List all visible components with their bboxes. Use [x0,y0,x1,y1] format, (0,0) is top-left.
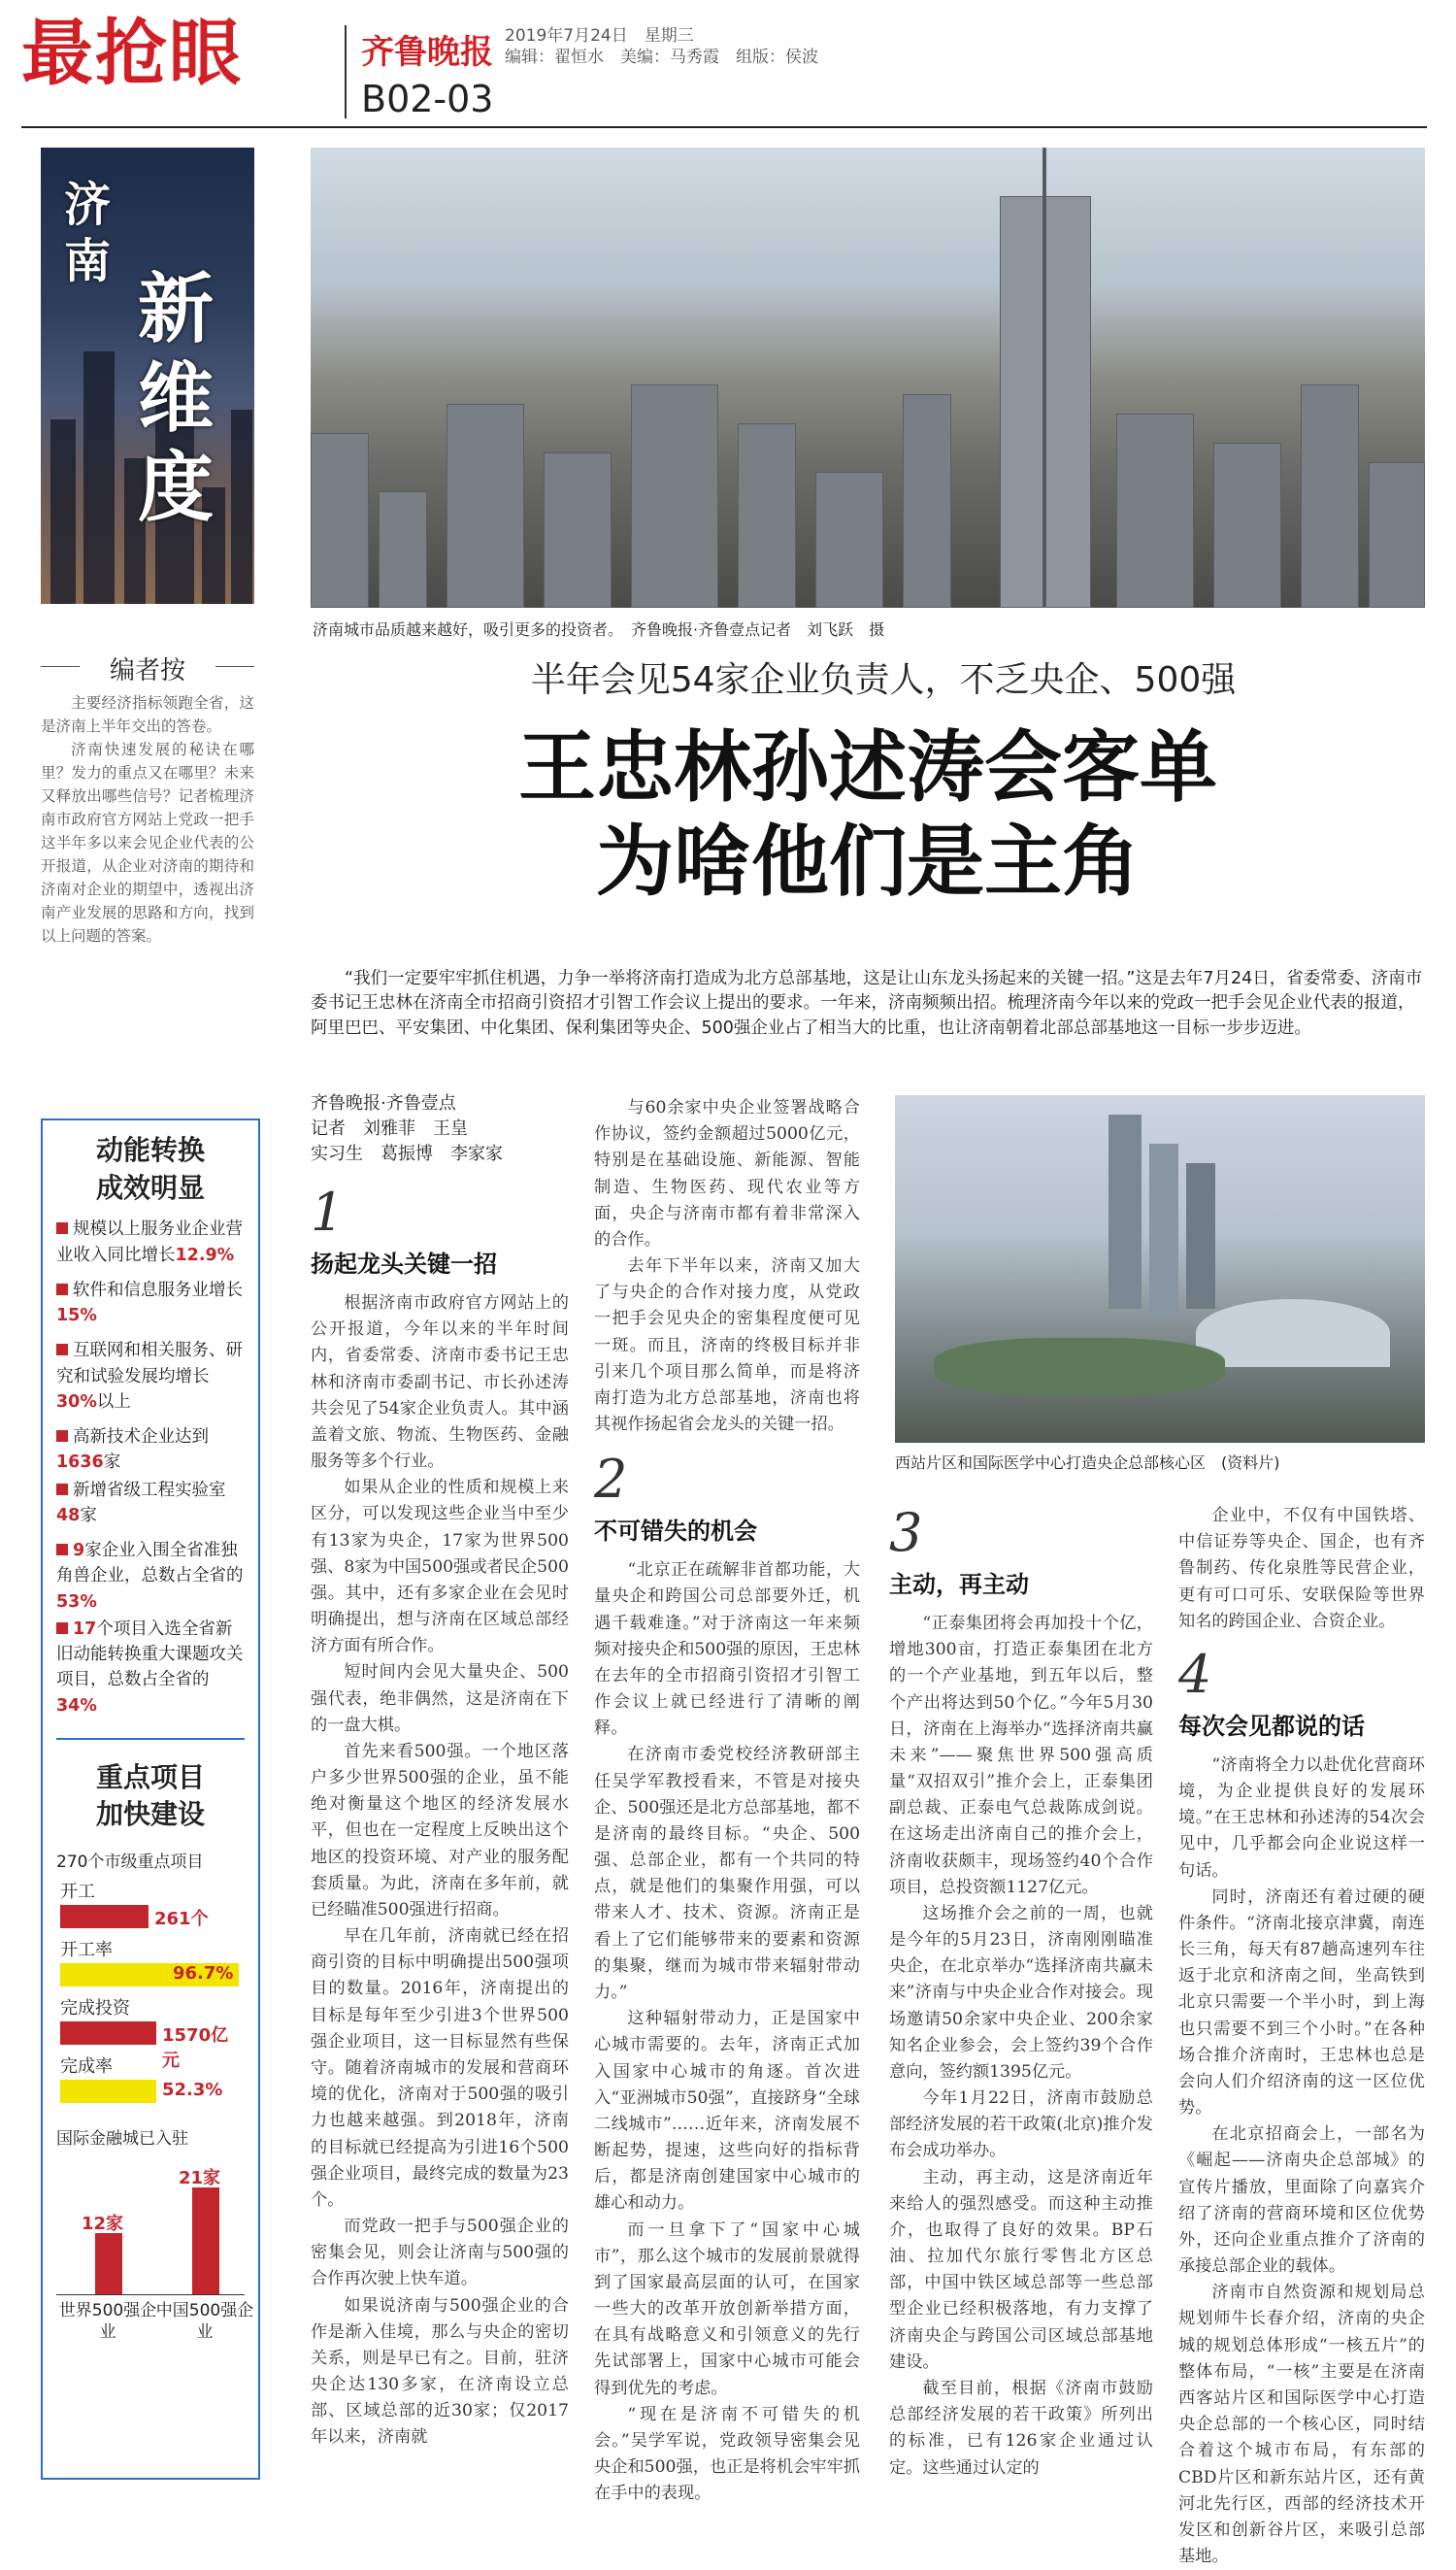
paragraph: 而党政一把手与500强企业的密集会见，则会让济南与500强的合作再次驶上快车道。 [311,2217,569,2289]
paragraph: 与60余家中央企业签署战略合作协议，签约金额超过5000亿元，特别是在基础设施、新能源、智能制造、生物医药、现代农业等方面，央企与济南市都有着非常深入的合作。 [594,1098,860,1250]
main-photo-caption: 济南城市品质越来越好，吸引更多的投资者。 齐鲁晚报·齐鲁壹点记者 刘飞跃 摄 [313,620,885,639]
finance-chart [56,2149,254,2353]
box-divider [56,1738,245,1740]
finance-bar-value: 21家 [179,2168,221,2188]
editor-note-text [41,691,254,948]
subheadline: 半年会见54家企业负责人，不乏央企、500强 [530,660,1237,700]
paragraph: 根据济南市政府官方网站上的公开报道，今年以来的半年时间内，省委常委、济南市委书记王忠林和济南市委副书记、市长孙述涛共会见了54家企业负责人。其中涵盖着文旅、物流、生物医药、金融服务等多个行业。 [311,1293,569,1472]
bar-fill [60,2021,156,2045]
section-body [1178,1503,1425,1635]
page-code: B02-03 [361,78,494,120]
editor-paragraph: 济南快速发展的秘诀在哪里？发力的重点又在哪里？未来又释放出哪些信号？记者梳理济南市政府官方网站上党政一把手这半年多以来会见企业代表的公开报道，从企业对济南的期待和济南对企业的期望中，透视出济南产业发展的思路和方向，找到以上问题的答案。 [41,741,254,946]
bar-label: 完成投资 [60,1998,130,2019]
projects-label: 270个市级重点项目 [56,1852,204,1872]
stat-item: 规模以上服务业企业营业收入同比增长12.9% [56,1219,243,1265]
stat-item: 高新技术企业达到1636家 [56,1427,209,1473]
editor-paragraph: 主要经济指标领跑全省，这是济南上半年交出的答卷。 [41,694,254,736]
finance-axis [56,2294,245,2295]
finance-bar [95,2233,122,2294]
bar-value: 96.7% [173,1963,234,1984]
stat-item: 新增省级工程实验室48家 [56,1480,226,1525]
paragraph: 去年下半年以来，济南又加大了与央企的合作对接力度，从党政一把手会见央企的密集程度便可见一斑。而且，济南的终极目标并非引来几个项目那么简单，而是将济南打造为北方总部基地，济南也将其视作扬起省会龙头的关键一招。 [594,1256,860,1435]
byline-line: 齐鲁晚报·齐鲁壹点 [311,1093,456,1114]
west-station-caption: 西站片区和国际医学中心打造央企总部核心区 (资料片) [895,1453,1280,1472]
section-title: 扬起龙头关键一招 [311,1251,497,1278]
main-photo [311,148,1425,608]
paragraph: 这种辐射带动力，正是国家中心城市需要的。去年，济南正式加入国家中心城市的角逐。首次进入“亚洲城市50强”，直接跻身“全球二线城市”……近年来，济南发展不断起势，提速，这些向好的指标背后，都是济南创建国家中心城市的雄心和动力。 [594,2009,860,2214]
stat-item: 17个项目入选全省新旧动能转换重大课题攻关项目，总数占全省的34% [56,1619,244,1716]
stat-item: 9家企业入围全省准独角兽企业，总数占全省的53% [56,1541,244,1612]
section-number: 2 [594,1449,628,1511]
headline-line-2: 为啥他们是主角 [596,817,1140,907]
bar-value: 261个 [154,1909,209,1929]
section-body [1178,1752,1425,2570]
west-station-photo [895,1095,1425,1443]
section-title: 每次会见都说的话 [1178,1712,1365,1740]
box-title: 动能转换 [95,1134,205,1166]
paragraph: 短时间内会见大量央企、500强代表，绝非偶然，这是济南在下的一盘大棋。 [311,1662,569,1735]
paragraph: “现在是济南不可错失的机会。”吴学军说，党政领导密集会见央企和500强，也正是将机会牢牢抓在手中的表现。 [594,2404,860,2504]
sidebar-banner [41,148,254,604]
masthead-title: 最抢眼 [21,12,243,95]
headline-line-1: 王忠林孙述涛会客单 [518,722,1217,813]
paragraph: 在济南市委党校经济教研部主任吴学军教授看来，不管是对接央企、500强还是北方总部基地，都不是济南的最终目标。“央企、500强、总部企业，都有一个共同的特点，就是他们的集聚作用强，可以带来人才、技术、资源。济南正是看上了它们能够带来的要素和资源的集聚，继而为城市带来辐射带动力。” [594,1745,860,2002]
finance-bar-value: 12家 [82,2214,124,2234]
banner-char: 南 [64,234,112,288]
section-number: 1 [311,1182,345,1243]
section-4 [1178,1503,1425,2570]
banner-char: 维 [138,355,215,443]
stat-item: 软件和信息服务业增长15% [56,1280,243,1325]
paragraph: 这场推介会之前的一周，也就是今年的5月23日，济南刚刚瞄准央企，在北京举办“选择济南共赢未来”济南与中央企业合作对接会。现场邀请50余家中央企业、200余家知名企业参会，会上签约39个合作意向，签约额1395亿元。 [889,1903,1153,2082]
staff-line: 编辑：翟恒水 美编：马秀霞 组版：侯波 [505,48,818,67]
byline-line: 记者 刘雅菲 王皇 [311,1118,468,1140]
paragraph: 今年1月22日，济南市鼓励总部经济发展的若干政策(北京)推介发布会成功举办。 [889,2088,1153,2161]
section-body [889,1611,1153,2482]
paragraph: 企业中，不仅有中国铁塔、中信证券等央企、国企，也有齐鲁制药、传化泉胜等民营企业，更有可口可乐、安联保险等世界知名的跨国企业、合资企业。 [1178,1506,1425,1631]
paragraph: “正泰集团将会再加投十个亿，增地300亩，打造正泰集团在北方的一个产业基地，到五年以后，整个产出将达到50个亿。”今年5月30日，济南在上海举办“选择济南共赢未来”——聚焦世界500强高质量“双招双引”推介会上，正泰集团副总裁、正泰电气总裁陈成剑说。在这场走出济南自己的推介会上，济南收获颇丰，现场签约40个合作项目，总投资额1127亿元。 [889,1614,1153,1897]
banner-char: 新 [138,266,215,353]
byline [311,1091,602,1167]
banner-char: 度 [138,445,215,532]
newspaper-brand: 齐鲁晚报 [361,33,493,72]
paragraph: “北京正在疏解非首都功能，大量央企和跨国公司总部要外迁，机遇千载难逢。”对于济南这一年来频频对接央企和500强的原因，王忠林在去年的全市招商引资招才引智工作会议上就已经进行了清晰的阐释。 [594,1560,860,1739]
section-3 [889,1502,1153,2482]
section-title: 主动，再主动 [889,1571,1029,1598]
paragraph: “济南将全力以赴优化营商环境，为企业提供良好的发展环境。”在王忠林和孙述涛的54次会见中，几乎都会向企业说这样一句话。 [1178,1754,1425,1881]
finance-bar-label: 世界500强企业 [58,2301,157,2343]
editor-note-heading: 编者按 [41,651,254,686]
paragraph: 济南市自然资源和规划局总规划师牛长春介绍，济南的央企城的规划总体形成“一核五片”的整体布局，“一核”主要是在济南西客站片区和国际医学中心打造央企总部的一个核心区，同时结合着这个城市布局，有东部的CBD片区和新东站片区，还有黄河北先行区，西部的经济技术开发区和创新谷片区，来吸引总部基地。 [1178,2283,1425,2567]
paragraph: 而一旦拿下了“国家中心城市”，那么这个城市的发展前景就得到了国家最高层面的认可，在国家一些大的改革开放创新举措方面，在具有战略意义和引领意义的先行先试部署上，国家中心城市可能会得到优先的考虑。 [594,2220,860,2398]
box-title: 重点项目 [95,1760,205,1793]
date-line: 2019年7月24日 星期三 [505,26,694,46]
paragraph: 主动，再主动，这是济南近年来给人的强烈感受。而这种主动推介，也取得了良好的效果。BP石油、拉加代尔旅行零售北方区总部，中国中铁区域总部等一些总部型企业已经积极落地，有力支撑了济南央企与跨国公司区域总部基地建设。 [889,2167,1153,2372]
paragraph: 如果从企业的性质和规模上来区分，可以发现这些企业当中至少有13家为央企，17家为世界500强、8家为中国500强或者民企500强。其中，还有多家企业在会见时明确提出，想与济南在区域总部经济方面有所合作。 [311,1478,569,1656]
masthead-divider [345,25,347,118]
finance-bar-label: 中国500强企业 [155,2301,254,2343]
bar-fill [60,1905,149,1928]
bar-value: 52.3% [162,2080,223,2100]
project-bar [56,1936,245,1994]
bar-fill [60,2080,156,2103]
bar-label: 开工率 [60,1940,113,1960]
section-number: 3 [889,1502,923,1563]
paragraph: 在北京招商会上，一部名为《崛起——济南央企总部城》的宣传片播放，里面除了向嘉宾介绍了济南的营商环境和区位优势外，还向企业重点推介了济南的承接总部企业的载体。 [1178,2124,1425,2277]
stat-item: 互联网和相关服务、研究和试验发展均增长30%以上 [56,1341,243,1412]
masthead-rule [21,126,1427,128]
section-1 [311,1182,569,2452]
paragraph: 早在几年前，济南就已经在招商引资的目标中明确提出500强项目的数量。2016年，济南提出的目标是每年至少引进3个世界500强企业项目，这一目标显然有些保守。随着济南城市的发展和营商环境的优化，济南对于500强的吸引力也越来越强。到2018年，济南的目标就已经提高为引进16个500强企业项目，最终完成的数量为23个。 [311,1926,569,2210]
bar-value: 1570亿元 [162,2025,229,2071]
lead-paragraph: “我们一定要牢牢抓住机遇，力争一举将济南打造成为北方总部基地，这是让山东龙头扬起来的关键一招。”这是去年7月24日，省委常委、济南市委书记王忠林在济南全市招商引资招才引智工作会议上提出的要求。一年来，济南频频出招。梳理济南今年以来的党政一把手会见企业代表的报道，阿里巴巴、平安集团、中化集团、保利集团等央企、500强企业占了相当大的比重，也让济南朝着北部总部基地这一目标一步步迈进。 [311,969,1423,1038]
finance-label: 国际金融城已入驻 [56,2129,188,2149]
finance-bar [192,2187,219,2294]
paragraph: 首先来看500强。一个地区落户多少世界500强的企业，虽不能绝对衡量这个地区的经济发展水平，但也在一定程度上反映出这个地区的投资环境、对产业的服务配套质量。为此，济南在多年前，就已经瞄准500强进行招商。 [311,1741,569,1919]
banner-char: 济 [64,178,112,232]
section-number: 4 [1178,1643,1212,1705]
paragraph: 截至目前，根据《济南市鼓励总部经济发展的若干政策》所列出的标准，已有126家企业通过认定。这些通过认定的 [889,2378,1153,2478]
bar-label: 开工 [60,1882,95,1902]
section-2 [594,1095,860,2507]
project-bars [56,1878,245,2111]
bar-label: 完成率 [60,2056,113,2077]
paragraph: 同时，济南还有着过硬的硬件条件。“济南北接京津冀，南连长三角，每天有87趟高速列车往返于北京和济南之间，坐高铁到北京只需要一个半小时，到上海也只需要不到三个小时。”在各种场合推介济南时，王忠林也总是会向人们介绍济南的这一区位优势。 [1178,1886,1425,2119]
box-title: 成效明显 [95,1171,205,1204]
section-body [594,1557,860,2507]
project-bar [56,1878,245,1936]
section-title: 不可错失的机会 [594,1518,757,1546]
box-title: 加快建设 [95,1798,205,1831]
section-body [594,1095,860,1438]
paragraph: 如果说济南与500强企业的合作是渐入佳境，那么与央企的密切关系，则是早已有之。目前，驻济央企达130多家，在济南设立总部、区域总部的近30家；仅2017年以来，济南就 [311,2295,569,2448]
project-bar [56,2053,245,2111]
byline-line: 实习生 葛振博 李家家 [311,1144,503,1165]
stats-box [41,1118,260,2480]
section-body [311,1290,569,2452]
